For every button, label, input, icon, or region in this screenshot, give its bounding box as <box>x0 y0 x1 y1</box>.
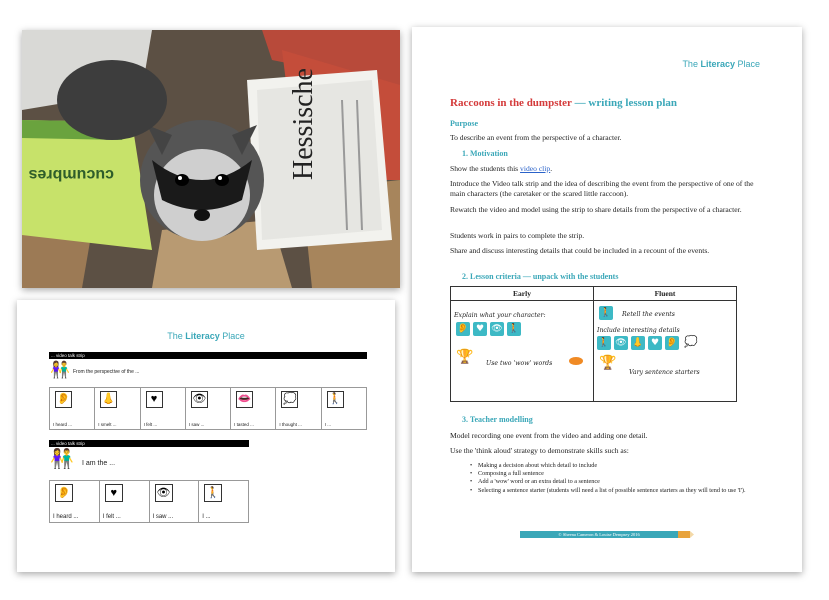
fluent-header: Fluent <box>654 289 676 298</box>
trophy-icon: 🏆 <box>599 355 617 371</box>
walker-icon: 🚶 <box>598 338 610 348</box>
strip-cell <box>141 388 186 429</box>
eye-icon: 👁 <box>155 484 173 502</box>
think-aloud-text: Use the 'think aloud' strategy to demonstrate skills such as: <box>450 446 629 455</box>
ear-icon: 👂 <box>666 338 678 348</box>
strip-header-bar: ... video talk strip <box>49 352 367 359</box>
strip-cell-label: I saw ... <box>188 422 205 427</box>
ear-icon: 👂 <box>55 484 73 502</box>
heart-icon: ♥ <box>473 322 487 336</box>
eye-icon: 👁 <box>615 338 627 348</box>
strip-cell-label: I heard ... <box>53 422 73 427</box>
list-item: • Composing a full sentence <box>470 470 770 478</box>
strip-cell-label: I felt ... <box>102 514 121 520</box>
strip-row-1 <box>49 387 367 430</box>
heart-icon: ♥ <box>146 391 163 408</box>
motivation-text: Show the students this video clip. <box>450 164 553 173</box>
pencil-icon <box>678 531 694 538</box>
fluent-criterion-1: Retell the events <box>622 311 675 318</box>
early-column <box>451 301 594 401</box>
mouth-icon: 👄 <box>236 391 253 408</box>
criteria-table <box>450 286 737 402</box>
strip-row-2 <box>49 480 249 523</box>
early-criterion-2: Use two 'wow' words <box>486 360 553 367</box>
walker-icon: 🚶 <box>600 308 612 318</box>
raccoon-photo <box>22 30 400 288</box>
walker-icon: 🚶 <box>508 324 520 334</box>
strip-cell <box>95 388 140 429</box>
strip-cell <box>199 481 248 522</box>
list-item: • Selecting a sentence starter (students will need a list of possible sentence starters as they will tend to use 'I'). <box>470 487 770 495</box>
fluent-criterion-3: Vary sentence starters <box>629 369 700 376</box>
people-icon: 👫 <box>50 362 70 379</box>
people-icon: 👫 <box>50 449 74 470</box>
strip-cell-label: I smelt ... <box>98 422 117 427</box>
strip-header-bar-2: ... video talk strip <box>49 440 249 447</box>
page-title: Raccoons in the dumpster — writing lesson plan <box>450 97 678 109</box>
perspective-label: From the perspective of the ... <box>73 369 140 375</box>
strip-cell-label: I heard ... <box>53 514 79 520</box>
strip-cell <box>231 388 276 429</box>
copyright-footer: © Sheena Cameron & Louise Dempsey 2016 <box>520 531 678 538</box>
video-talk-strip-page <box>17 300 395 572</box>
strip-cell <box>150 481 200 522</box>
strip-cell <box>50 481 100 522</box>
strip-cell <box>100 481 150 522</box>
strip-cell <box>276 388 321 429</box>
strip-cell <box>186 388 231 429</box>
share-text: Share and discuss interesting details that could be included in a recount of the events. <box>450 246 710 255</box>
intro-text: Introduce the Video talk strip and the idea of describing the event from the perspective of one of the main characters (the caretaker or the scared little raccoon). <box>450 179 754 198</box>
strip-cell-label: I ... <box>324 422 331 427</box>
list-item: • Making a decision about which detail to include <box>470 462 770 470</box>
video-clip-link[interactable]: video clip <box>520 164 551 173</box>
strip-cell <box>50 388 95 429</box>
ear-icon: 👂 <box>55 391 72 408</box>
heart-icon: ♥ <box>105 484 123 502</box>
eye-icon: 👁 <box>191 391 208 408</box>
strip-cell-label: I thought ... <box>279 422 302 427</box>
strip-cell-label: I felt ... <box>143 422 158 427</box>
i-am-label: I am the ... <box>82 460 116 467</box>
list-item: • Add a 'wow' word or an extra detail to a sentence <box>470 478 770 486</box>
pairs-text: Students work in pairs to complete the strip. <box>450 231 585 240</box>
svg-text:Hessische: Hessische <box>288 68 319 180</box>
svg-text:cucumbres: cucumbres <box>28 166 114 183</box>
wow-badge-icon <box>569 357 583 365</box>
modelling-heading: 3. Teacher modelling <box>462 415 533 424</box>
thought-icon: 💭 <box>684 335 698 348</box>
modelling-text: Model recording one event from the video and adding one detail. <box>450 431 648 440</box>
purpose-text: To describe an event from the perspective of a character. <box>450 133 622 142</box>
heart-icon: ♥ <box>648 336 662 350</box>
skills-list <box>470 462 770 495</box>
brand-logo: The Literacy Place <box>682 59 760 69</box>
strip-cell-label: I saw ... <box>152 514 174 520</box>
nose-icon: 👃 <box>632 338 644 348</box>
motivation-heading: 1. Motivation <box>462 149 508 158</box>
fluent-criterion-2: Include interesting details <box>597 327 680 334</box>
early-header: Early <box>451 287 594 300</box>
fluent-column <box>594 301 736 401</box>
strip-cell <box>322 388 366 429</box>
rewatch-text: Rewatch the video and model using the strip to share details from the perspective of a character. <box>450 205 742 214</box>
strip-cell-label: I ... <box>202 514 211 520</box>
eye-icon: 👁 <box>491 324 503 334</box>
brand-logo: The Literacy Place <box>167 331 245 341</box>
purpose-heading: Purpose <box>450 119 478 128</box>
lesson-plan-page <box>412 27 802 572</box>
trophy-icon: 🏆 <box>456 349 474 365</box>
criteria-heading: 2. Lesson criteria — unpack with the students <box>462 272 619 281</box>
nose-icon: 👃 <box>100 391 117 408</box>
strip-cell-label: I tasted ... <box>234 422 254 427</box>
early-criterion-1: Explain what your character: <box>454 312 546 319</box>
ear-icon: 👂 <box>457 324 469 334</box>
walker-icon: 🚶 <box>327 391 344 408</box>
walker-icon: 🚶 <box>204 484 222 502</box>
thought-icon: 💭 <box>281 391 298 408</box>
